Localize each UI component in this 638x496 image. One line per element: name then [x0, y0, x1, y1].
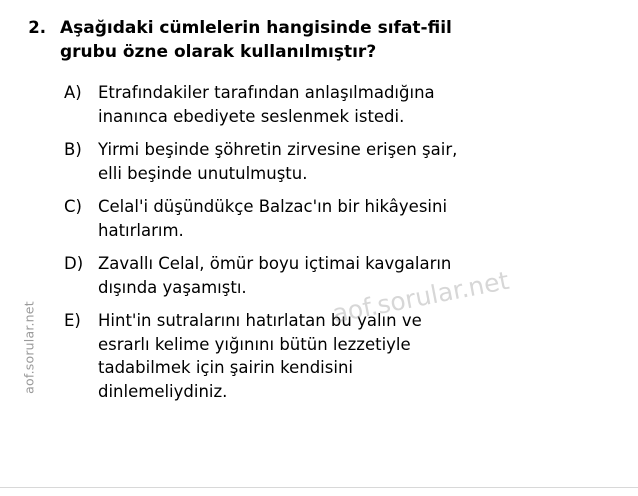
- option-d-line-1: Zavallı Celal, ömür boyu içtimai kavgaların: [98, 253, 452, 273]
- option-c-line-1: Celal'i düşündükçe Balzac'ın bir hikâyesini: [98, 196, 448, 216]
- option-d[interactable]: [64, 252, 622, 300]
- bottom-divider: [0, 487, 638, 488]
- question-stem-line-2: grubu özne olarak kullanılmıştır?: [60, 42, 377, 63]
- option-e[interactable]: [64, 309, 622, 405]
- option-e-line-2: esrarlı kelime yığınını bütün lezzetiyle: [98, 334, 411, 354]
- option-e-text: [98, 309, 622, 405]
- option-e-line-4: dinlemeliydiniz.: [98, 382, 228, 402]
- side-watermark-text: aof.sorular.net: [21, 301, 37, 394]
- center-watermark-text: aof.sorular.net: [330, 265, 512, 329]
- option-c-line-2: hatırlarım.: [98, 220, 184, 240]
- option-e-letter: E): [64, 310, 81, 330]
- question-stem: [46, 16, 622, 64]
- option-d-letter: D): [64, 253, 84, 273]
- question-block: [18, 16, 622, 413]
- options-list: [18, 81, 622, 404]
- option-e-line-3: tadabilmek için şairin kendisini: [98, 358, 353, 378]
- question-number: 2.: [28, 18, 46, 37]
- option-b[interactable]: [64, 138, 622, 186]
- option-c-text: [98, 195, 622, 243]
- option-a-text: [98, 81, 622, 129]
- option-a-letter: A): [64, 83, 82, 103]
- option-c-letter: C): [64, 196, 82, 216]
- option-a-line-1: Etrafındakiler tarafından anlaşılmadığına: [98, 83, 435, 103]
- option-b-line-2: elli beşinde unutulmuştu.: [98, 164, 308, 184]
- option-d-text: [98, 252, 622, 300]
- option-a-line-2: inanınca ebediyete seslenmek istedi.: [98, 107, 405, 127]
- option-b-line-1: Yirmi beşinde şöhretin zirvesine erişen şair,: [98, 140, 458, 160]
- option-d-line-2: dışında yaşamıştı.: [98, 277, 247, 297]
- option-b-text: [98, 138, 622, 186]
- question-stem-line-1: Aşağıdaki cümlelerin hangisinde sıfat-fiil: [60, 18, 452, 38]
- option-e-line-1: Hint'in sutralarını hatırlatan bu yalın ve: [98, 310, 422, 330]
- question-header: [18, 16, 622, 64]
- option-c[interactable]: [64, 195, 622, 243]
- option-b-letter: B): [64, 140, 82, 160]
- option-a[interactable]: [64, 81, 622, 129]
